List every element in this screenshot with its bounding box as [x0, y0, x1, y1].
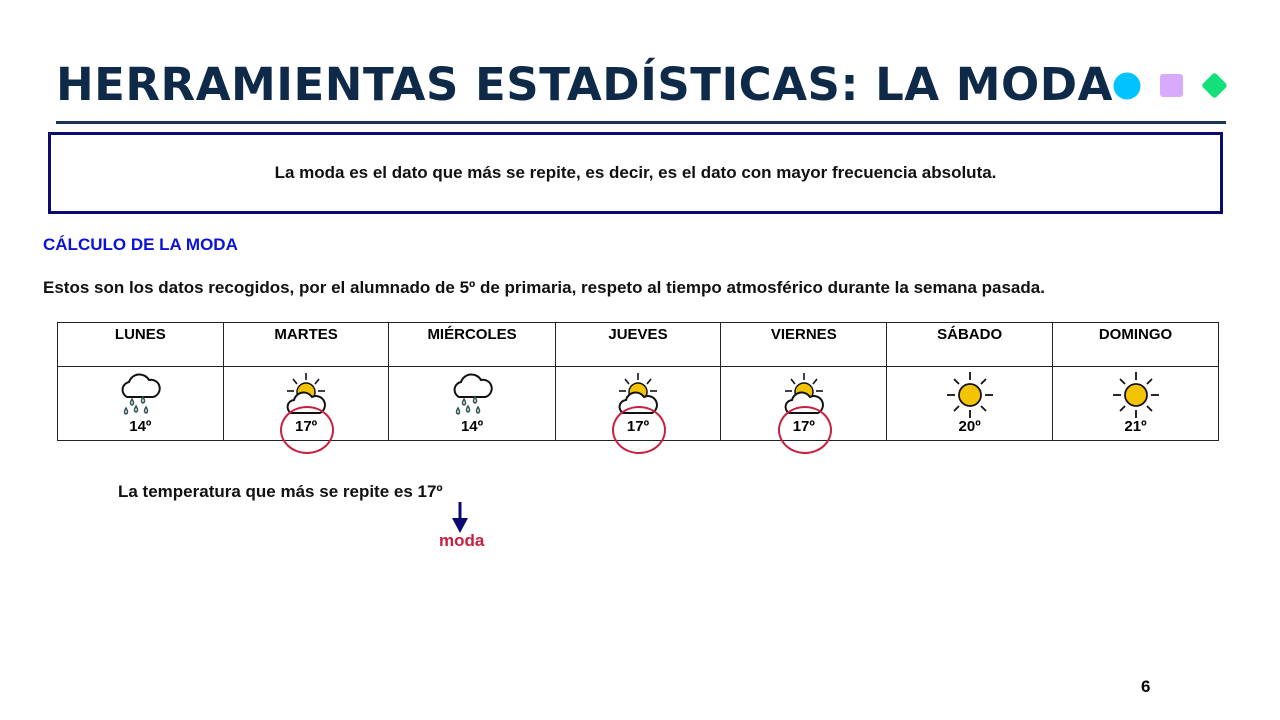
mode-highlight-circle	[612, 406, 666, 454]
temperature: 17º	[294, 418, 318, 435]
page-title: HERRAMIENTAS ESTADÍSTICAS: LA MODA	[56, 58, 1113, 111]
temperature: 20º	[958, 418, 981, 435]
arrow-down-icon	[450, 502, 470, 534]
day-header: VIERNES	[721, 323, 887, 367]
day-weather-cell	[1053, 367, 1219, 441]
diamond-icon	[1201, 72, 1228, 99]
sun-icon	[1053, 371, 1218, 419]
rain-icon	[58, 371, 223, 419]
page-number: 6	[1141, 677, 1151, 696]
day-weather-cell	[58, 367, 224, 441]
circle-icon	[1114, 73, 1141, 100]
sun-icon	[887, 371, 1052, 419]
day-header: MARTES	[223, 323, 389, 367]
mode-highlight-circle	[280, 406, 334, 454]
rain-icon	[389, 371, 554, 419]
day-weather-cell	[223, 367, 389, 441]
temperature: 17º	[792, 418, 815, 435]
day-header: LUNES	[58, 323, 224, 367]
moda-label: moda	[439, 531, 485, 550]
temperature: 21º	[1124, 418, 1147, 435]
day-header: SÁBADO	[887, 323, 1053, 367]
result-text: La temperatura que más se repite es 17º	[118, 482, 443, 501]
definition-box	[48, 132, 1223, 214]
weather-table	[57, 322, 1219, 441]
temperature: 14º	[460, 418, 484, 435]
definition-text: La moda es el dato que más se repite, es decir, es el dato con mayor frecuencia absoluta.	[274, 163, 997, 182]
day-header: JUEVES	[555, 323, 721, 367]
square-icon	[1160, 74, 1183, 97]
day-header: MIÉRCOLES	[389, 323, 555, 367]
decor-shapes	[1112, 70, 1230, 102]
day-weather-cell	[721, 367, 887, 441]
title-divider	[56, 121, 1226, 124]
section-heading: CÁLCULO DE LA MODA	[43, 235, 238, 254]
day-weather-cell	[389, 367, 555, 441]
day-weather-cell	[887, 367, 1053, 441]
day-weather-cell	[555, 367, 721, 441]
day-header: DOMINGO	[1053, 323, 1219, 367]
mode-highlight-circle	[778, 406, 832, 454]
temperature: 17º	[626, 418, 650, 435]
intro-text: Estos son los datos recogidos, por el alumnado de 5º de primaria, respeto al tiempo atmosférico durante la semana pasada.	[43, 278, 1045, 297]
temperature: 14º	[129, 418, 152, 435]
